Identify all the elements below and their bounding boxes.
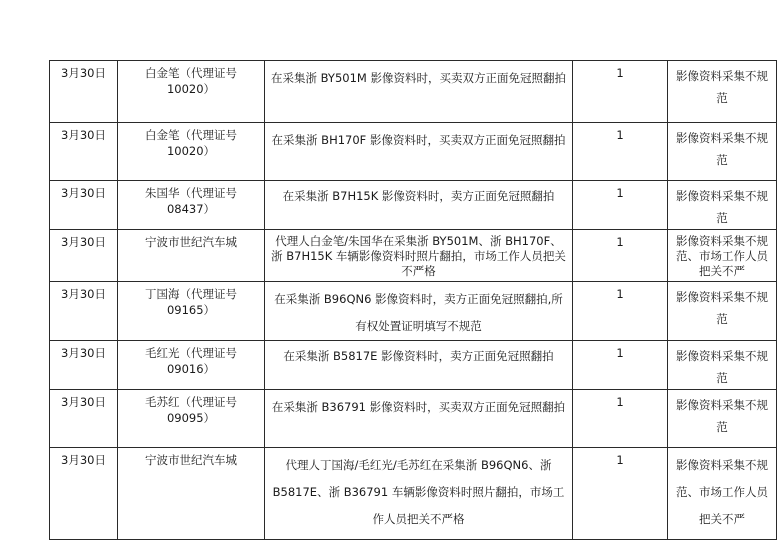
count-cell: 1 xyxy=(573,390,668,448)
table-row xyxy=(50,448,777,540)
table-row xyxy=(50,61,777,123)
table-row xyxy=(50,181,777,230)
issue-cell: 影像资料采集不规范 xyxy=(668,61,777,123)
description-cell: 在采集浙 BH170F 影像资料时，买卖双方正面免冠照翻拍 xyxy=(265,123,573,181)
description-cell: 代理人丁国海/毛红光/毛苏红在采集浙 B96QN6、浙 B5817E、浙 B36791 车辆影像资料时照片翻拍，市场工作人员把关不严格 xyxy=(265,448,573,540)
description-cell: 在采集浙 B96QN6 影像资料时，卖方正面免冠照翻拍,所有权处置证明填写不规范 xyxy=(265,282,573,341)
count-cell: 1 xyxy=(573,282,668,341)
agent-cell: 毛苏红（代理证号 09095） xyxy=(118,390,265,448)
table-row xyxy=(50,390,777,448)
date-cell: 3月30日 xyxy=(50,123,118,181)
issue-cell: 影像资料采集不规范、市场工作人员把关不严 xyxy=(668,230,777,282)
agent-cell: 朱国华（代理证号 08437） xyxy=(118,181,265,230)
issue-cell: 影像资料采集不规范 xyxy=(668,181,777,230)
agent-cell: 白金笔（代理证号 10020） xyxy=(118,123,265,181)
agent-cell: 毛红光（代理证号 09016） xyxy=(118,341,265,390)
agent-cell: 白金笔（代理证号 10020） xyxy=(118,61,265,123)
agent-cell: 丁国海（代理证号 09165） xyxy=(118,282,265,341)
count-cell: 1 xyxy=(573,341,668,390)
issue-cell: 影像资料采集不规范 xyxy=(668,123,777,181)
issue-cell: 影像资料采集不规范 xyxy=(668,341,777,390)
date-cell: 3月30日 xyxy=(50,448,118,540)
records-table xyxy=(49,60,777,540)
count-cell: 1 xyxy=(573,181,668,230)
description-cell: 在采集浙 BY501M 影像资料时，买卖双方正面免冠照翻拍 xyxy=(265,61,573,123)
agent-cell: 宁波市世纪汽车城 xyxy=(118,448,265,540)
count-cell: 1 xyxy=(573,230,668,282)
agent-cell: 宁波市世纪汽车城 xyxy=(118,230,265,282)
issue-cell: 影像资料采集不规范 xyxy=(668,390,777,448)
date-cell: 3月30日 xyxy=(50,61,118,123)
date-cell: 3月30日 xyxy=(50,181,118,230)
table-row xyxy=(50,341,777,390)
table-row xyxy=(50,282,777,341)
count-cell: 1 xyxy=(573,123,668,181)
table-row xyxy=(50,123,777,181)
description-cell: 在采集浙 B5817E 影像资料时，卖方正面免冠照翻拍 xyxy=(265,341,573,390)
date-cell: 3月30日 xyxy=(50,390,118,448)
description-cell: 在采集浙 B7H15K 影像资料时，卖方正面免冠照翻拍 xyxy=(265,181,573,230)
description-cell: 代理人白金笔/朱国华在采集浙 BY501M、浙 BH170F、浙 B7H15K 车辆影像资料时照片翻拍，市场工作人员把关不严格 xyxy=(265,230,573,282)
count-cell: 1 xyxy=(573,448,668,540)
issue-cell: 影像资料采集不规范 xyxy=(668,282,777,341)
count-cell: 1 xyxy=(573,61,668,123)
issue-cell: 影像资料采集不规范、市场工作人员把关不严 xyxy=(668,448,777,540)
description-cell: 在采集浙 B36791 影像资料时，买卖双方正面免冠照翻拍 xyxy=(265,390,573,448)
table-row xyxy=(50,230,777,282)
date-cell: 3月30日 xyxy=(50,282,118,341)
date-cell: 3月30日 xyxy=(50,341,118,390)
date-cell: 3月30日 xyxy=(50,230,118,282)
